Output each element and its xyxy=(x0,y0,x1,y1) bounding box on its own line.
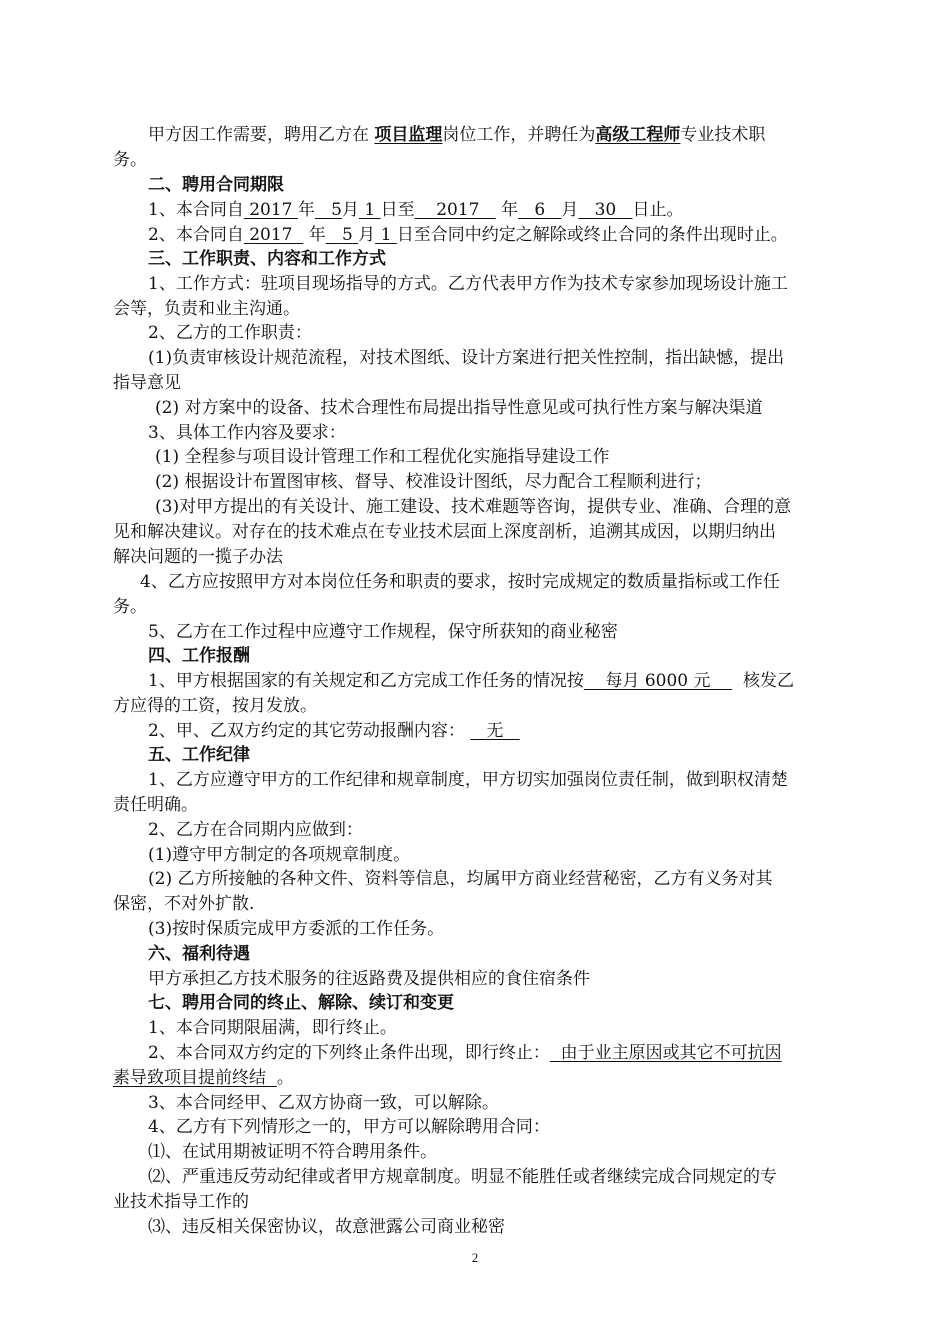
paragraph-line: 3、本合同经甲、乙双方协商一致，可以解除。 xyxy=(148,1093,499,1113)
section-3-heading: 三、工作职责、内容和工作方式 xyxy=(148,249,386,269)
paragraph-line: 方应得的工资，按月发放。 xyxy=(113,696,317,716)
termination-text: 2、本合同双方约定的下列终止条件出现，即行终止： xyxy=(148,1043,550,1063)
paragraph-line: 保密，不对外扩散. xyxy=(113,894,255,914)
paragraph-line: (2) 根据设计布置图审核、督导、校准设计图纸，尽力配合工程顺利进行； xyxy=(155,472,712,492)
termination-condition-2: 素导致项目提前终结 xyxy=(113,1068,266,1088)
other-pay-text: 2、甲、乙双方约定的其它劳动报酬内容： xyxy=(148,721,465,741)
other-pay-line xyxy=(148,719,883,743)
termination-condition-1: 由于业主原因或其它不可抗因 xyxy=(560,1043,782,1063)
section-7-heading: 七、聘用合同的终止、解除、续订和变更 xyxy=(148,993,454,1013)
start-year: 2017 xyxy=(249,200,293,220)
month-unit: 月 xyxy=(358,225,376,245)
termination-line-2 xyxy=(113,1066,848,1090)
paragraph-line: 责任明确。 xyxy=(113,795,198,815)
end-month: 6 xyxy=(534,200,546,220)
section-6-heading: 六、福利待遇 xyxy=(148,944,250,964)
paragraph-line: 3、具体工作内容及要求： xyxy=(148,423,346,443)
paragraph-line: ⑵、严重违反劳动纪律或者甲方规章制度。明显不能胜任或者继续完成合同规定的专 xyxy=(148,1167,777,1187)
term-line-2 xyxy=(148,223,883,247)
intro-text-c: 专业技术职 xyxy=(680,125,766,145)
section-5-heading: 五、工作纪律 xyxy=(148,745,250,765)
intro-line-2: 务。 xyxy=(113,150,147,170)
paragraph-line: 4、乙方有下列情形之一的，甲方可以解除聘用合同： xyxy=(148,1117,550,1137)
date-to: 日至 xyxy=(380,200,415,220)
paragraph-line: 会等，负责和业主沟通。 xyxy=(113,299,300,319)
paragraph-line: 甲方承担乙方技术服务的往返路费及提供相应的食住宿条件 xyxy=(148,969,590,989)
salary-text-a: 1、甲方根据国家的有关规定和乙方完成工作任务的情况按 xyxy=(148,671,584,691)
paragraph-line: 2、乙方在合同期内应做到： xyxy=(148,820,363,840)
paragraph-line: 1、工作方式：驻项目现场指导的方式。乙方代表甲方作为技术专家参加现场设计施工 xyxy=(148,274,788,294)
page-number: 2 xyxy=(471,1250,479,1265)
year-unit: 年 xyxy=(501,200,519,220)
paragraph-line: 见和解决建议。对存在的技术难点在专业技术层面上深度剖析，追溯其成因，以期归纳出 xyxy=(113,522,776,542)
paragraph-line: ⑶、违反相关保密协议，故意泄露公司商业秘密 xyxy=(148,1217,505,1237)
end-day: 30 xyxy=(594,200,617,220)
term-text: 2、本合同自 xyxy=(148,225,244,245)
start-day-2: 1 xyxy=(380,225,392,245)
other-pay-field: 无 xyxy=(486,721,504,741)
paragraph-line: 指导意见 xyxy=(113,373,181,393)
paragraph-line: 解决问题的一揽子办法 xyxy=(113,547,283,567)
paragraph-line: 1、乙方应遵守甲方的工作纪律和规章制度，甲方切实加强岗位责任制，做到职权清楚 xyxy=(148,770,788,790)
month-unit: 月 xyxy=(561,200,579,220)
salary-line xyxy=(148,669,883,693)
paragraph-line: (1)负责审核设计规范流程，对技术图纸、设计方案进行把关性控制，指出缺憾，提出 xyxy=(148,348,785,368)
date-end: 日止。 xyxy=(632,200,684,220)
salary-field: 每月 6000 元 xyxy=(605,671,711,691)
term-line-1 xyxy=(148,198,883,222)
paragraph-line: (1)遵守甲方制定的各项规章制度。 xyxy=(148,845,411,865)
paragraph-line: (2) 乙方所接触的各种文件、资料等信息，均属甲方商业经营秘密，乙方有义务对其 xyxy=(148,869,773,889)
month-unit: 月 xyxy=(341,200,359,220)
salary-text-b: 核发乙 xyxy=(742,671,794,691)
title-field: 高级工程师 xyxy=(595,125,681,145)
paragraph-line: (2) 对方案中的设备、技术合理性布局提出指导性意见或可执行性方案与解决渠道 xyxy=(155,398,763,418)
paragraph-line: 务。 xyxy=(113,597,147,617)
position-field: 项目监理 xyxy=(374,125,443,145)
start-month: 5 xyxy=(331,200,342,220)
term-rest: 日至合同中约定之解除或终止合同的条件出现时止。 xyxy=(396,225,788,245)
paragraph-line: ⑴、在试用期被证明不符合聘用条件。 xyxy=(148,1142,437,1162)
start-day: 1 xyxy=(364,200,376,220)
paragraph-line: (1) 全程参与项目设计管理工作和工程优化实施指导建设工作 xyxy=(155,447,610,467)
intro-line-1 xyxy=(148,123,883,147)
paragraph-line: 4、乙方应按照甲方对本岗位任务和职责的要求，按时完成规定的数质量指标或工作任 xyxy=(140,572,780,592)
year-unit: 年 xyxy=(308,225,326,245)
paragraph-line: (3)按时保质完成甲方委派的工作任务。 xyxy=(148,919,445,939)
start-month-2: 5 xyxy=(341,225,353,245)
start-year-2: 2017 xyxy=(249,225,293,245)
end-year: 2017 xyxy=(436,200,480,220)
year-unit: 年 xyxy=(297,200,315,220)
termination-line-1 xyxy=(148,1041,883,1065)
termination-end: 。 xyxy=(276,1068,294,1088)
paragraph-line: 业技术指导工作的 xyxy=(113,1192,249,1212)
section-4-heading: 四、工作报酬 xyxy=(148,646,250,666)
term-text: 1、本合同自 xyxy=(148,200,244,220)
paragraph-line: 2、乙方的工作职责： xyxy=(148,323,312,343)
paragraph-line: 1、本合同期限届满，即行终止。 xyxy=(148,1018,397,1038)
intro-text-a: 甲方因工作需要，聘用乙方在 xyxy=(148,125,369,145)
paragraph-line: (3)对甲方提出的有关设计、施工建设、技术难题等咨询，提供专业、准确、合理的意 xyxy=(155,497,792,517)
section-2-heading: 二、聘用合同期限 xyxy=(148,175,284,195)
intro-text-b: 岗位工作，并聘任为 xyxy=(442,125,596,145)
paragraph-line: 5、乙方在工作过程中应遵守工作规程，保守所获知的商业秘密 xyxy=(148,622,618,642)
